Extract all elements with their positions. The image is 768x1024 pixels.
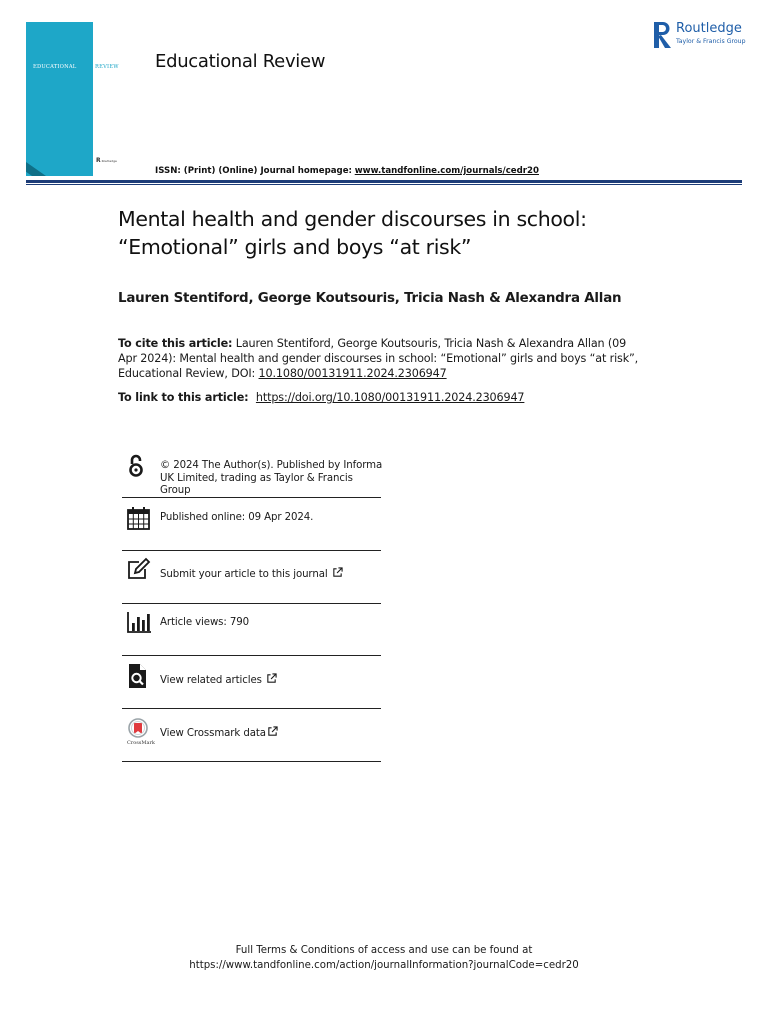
cover-publisher-mark: RRoutledge xyxy=(96,157,117,164)
link-label: To link to this article: xyxy=(118,391,249,404)
calendar-icon xyxy=(126,505,152,531)
footer-terms xyxy=(0,943,768,973)
cover-title-part2: REVIEW xyxy=(95,64,119,70)
external-link-icon xyxy=(266,673,277,684)
routledge-logo-name: Routledge xyxy=(676,21,742,36)
cite-doi-link[interactable]: 10.1080/00131911.2024.2306947 xyxy=(258,367,447,380)
issn-label: ISSN: (Print) (Online) Journal homepage: xyxy=(155,166,352,176)
issn-line xyxy=(155,166,539,176)
article-views: Article views: 790 xyxy=(160,617,250,628)
article-link-line xyxy=(118,391,524,404)
header-divider xyxy=(26,180,742,183)
info-divider xyxy=(122,550,381,551)
open-access-statement: © 2024 The Author(s). Published by Informa UK Limited, trading as Taylor & Francis Group xyxy=(160,460,383,496)
bar-chart-icon xyxy=(126,610,152,636)
article-doi-url-link[interactable]: https://doi.org/10.1080/00131911.2024.2306947 xyxy=(255,391,525,404)
footer-line1: Full Terms & Conditions of access and use can be found at xyxy=(235,945,533,956)
article-title xyxy=(118,205,718,261)
cite-text-line1: Lauren Stentiford, George Koutsouris, Tricia Nash & Alexandra Allan (09 xyxy=(235,337,627,350)
cite-text-line2: Apr 2024): Mental health and gender discourses in school: “Emotional” girls and boys “at risk”, xyxy=(118,352,639,365)
info-divider xyxy=(122,708,381,709)
article-title-line1: Mental health and gender discourses in school: xyxy=(118,207,587,231)
related-articles-search-icon xyxy=(126,663,152,689)
journal-cover-image xyxy=(26,22,93,176)
info-divider xyxy=(122,497,381,498)
journal-title: Educational Review xyxy=(155,51,326,72)
external-link-icon xyxy=(332,567,343,578)
info-divider xyxy=(122,761,381,762)
routledge-logo-subtitle: Taylor & Francis Group xyxy=(676,38,746,45)
cover-publisher-r-icon: R xyxy=(96,157,101,164)
cover-stripe xyxy=(26,162,59,176)
info-divider xyxy=(122,603,381,604)
external-link-icon xyxy=(267,726,278,737)
cover-title xyxy=(33,64,76,70)
related-articles-link[interactable]: View related articles xyxy=(160,673,277,688)
crossmark-icon-label: CrossMark xyxy=(127,740,155,746)
cite-label: To cite this article: xyxy=(118,337,233,350)
cite-text-line3: Educational Review, DOI: xyxy=(118,367,256,380)
article-authors: Lauren Stentiford, George Koutsouris, Tricia Nash & Alexandra Allan xyxy=(118,291,622,306)
article-title-line2: “Emotional” girls and boys “at risk” xyxy=(118,235,472,259)
journal-homepage-link[interactable]: www.tandfonline.com/journals/cedr20 xyxy=(354,166,539,176)
info-divider xyxy=(122,655,381,656)
header-divider-thin xyxy=(26,184,742,185)
cover-title-part1: EDUCATIONAL xyxy=(33,64,77,70)
open-access-icon xyxy=(126,453,152,479)
citation-block xyxy=(118,336,658,381)
footer-url[interactable]: https://www.tandfonline.com/action/journalInformation?journalCode=cedr20 xyxy=(189,960,579,971)
published-online-date: Published online: 09 Apr 2024. xyxy=(160,512,314,523)
edit-icon xyxy=(126,557,152,583)
crossmark-link[interactable]: View Crossmark data xyxy=(160,726,278,741)
routledge-logo-icon xyxy=(654,22,671,48)
submit-article-link[interactable]: Submit your article to this journal xyxy=(160,567,343,582)
